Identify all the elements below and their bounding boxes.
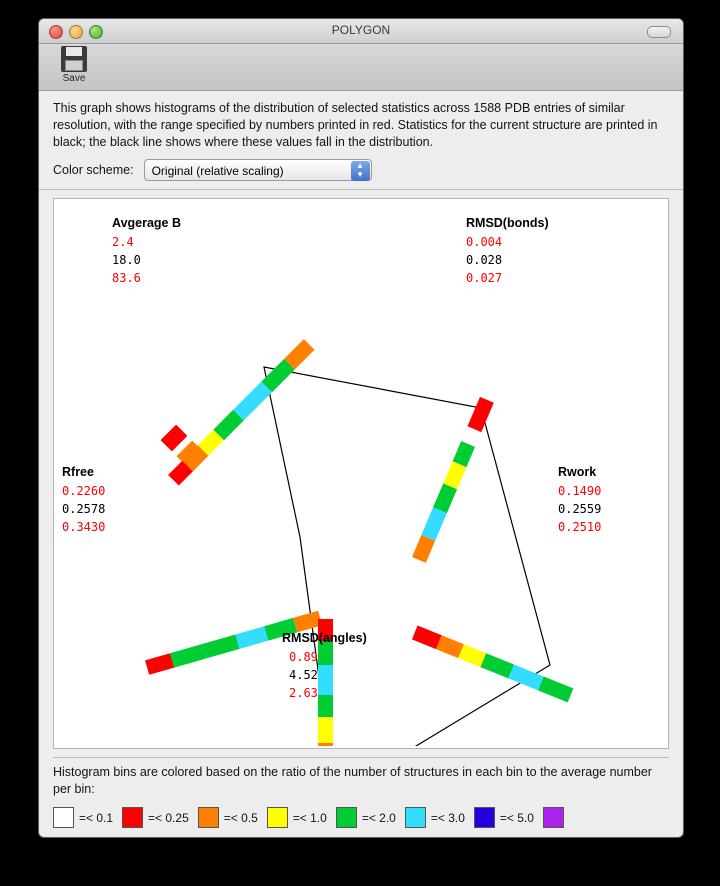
floppy-disk-icon bbox=[61, 46, 87, 72]
color-scheme-select[interactable] bbox=[144, 159, 372, 181]
node-max-rmsd-bonds: 0.027 bbox=[466, 271, 503, 285]
chevron-updown-icon: ▲ ▼ bbox=[351, 161, 370, 181]
legend-item bbox=[405, 807, 465, 828]
color-scheme-selected-value: Original (relative scaling) bbox=[151, 164, 284, 178]
node-current-avgerage-b: 18.0 bbox=[112, 253, 141, 267]
legend-items bbox=[53, 807, 669, 828]
legend-label-3: =< 1.0 bbox=[292, 810, 327, 825]
legend-item bbox=[122, 807, 189, 828]
legend-swatch-6 bbox=[474, 807, 495, 828]
color-scheme-label: Color scheme: bbox=[53, 163, 134, 177]
node-max-rmsd-angles: 2.63 bbox=[289, 686, 318, 700]
node-min-rmsd-angles: 0.89 bbox=[289, 650, 318, 664]
legend-swatch-2 bbox=[198, 807, 219, 828]
legend-swatch-3 bbox=[267, 807, 288, 828]
histogram-bar-rmsd-bonds bbox=[412, 397, 494, 563]
histogram-bar-avgerage-b bbox=[154, 339, 315, 500]
node-label-avgerage-b: Avgerage B bbox=[112, 216, 182, 230]
window-title: POLYGON bbox=[331, 23, 391, 37]
legend-item bbox=[474, 807, 534, 828]
description-text: This graph shows histograms of the distribution of selected statistics across 1588 PDB entries of similar resolution, with the range specified by numbers printed in red. Statistics for the current structure are printed in black; the black line shows where these values fall in the distribution. bbox=[39, 91, 683, 157]
polygon-graph-panel[interactable] bbox=[53, 198, 669, 749]
legend-swatch-4 bbox=[336, 807, 357, 828]
save-button-label: Save bbox=[62, 73, 86, 84]
legend-swatch-5 bbox=[405, 807, 426, 828]
legend-item bbox=[267, 807, 327, 828]
legend-label-6: =< 5.0 bbox=[499, 810, 534, 825]
legend-item bbox=[543, 807, 569, 828]
node-label-rmsd-angles: RMSD(angles) bbox=[282, 631, 367, 645]
title-bar bbox=[39, 19, 683, 44]
legend-swatch-7 bbox=[543, 807, 564, 828]
application-window bbox=[38, 18, 684, 838]
node-current-rmsd-bonds: 0.028 bbox=[466, 253, 503, 267]
legend-item bbox=[336, 807, 396, 828]
legend-description: Histogram bins are colored based on the ratio of the number of structures in each bin to the average number per bin: bbox=[53, 765, 652, 796]
node-current-rfree: 0.2578 bbox=[62, 502, 106, 516]
node-label-rwork: Rwork bbox=[558, 465, 597, 479]
legend-label-1: =< 0.25 bbox=[148, 810, 189, 825]
legend-label-5: =< 3.0 bbox=[430, 810, 465, 825]
node-max-avgerage-b: 83.6 bbox=[112, 271, 141, 285]
node-min-rwork: 0.1490 bbox=[558, 484, 602, 498]
node-label-rmsd-bonds: RMSD(bonds) bbox=[466, 216, 549, 230]
node-min-rmsd-bonds: 0.004 bbox=[466, 235, 503, 249]
node-min-rfree: 0.2260 bbox=[62, 484, 106, 498]
toolbar-toggle-button[interactable] bbox=[647, 26, 671, 38]
node-current-rmsd-angles: 4.52 bbox=[289, 668, 318, 682]
node-min-avgerage-b: 2.4 bbox=[112, 235, 134, 249]
legend-label-0: =< 0.1 bbox=[79, 810, 114, 825]
histogram-bar-rwork bbox=[393, 618, 573, 702]
legend-swatch-0 bbox=[53, 807, 74, 828]
legend-label-2: =< 0.5 bbox=[223, 810, 258, 825]
color-scheme-row bbox=[39, 157, 683, 190]
node-label-rfree: Rfree bbox=[62, 465, 94, 479]
node-current-rwork: 0.2559 bbox=[558, 502, 602, 516]
legend-panel bbox=[53, 757, 669, 838]
toolbar bbox=[39, 44, 683, 91]
node-max-rwork: 0.2510 bbox=[558, 520, 602, 534]
legend-item bbox=[198, 807, 258, 828]
legend-swatch-1 bbox=[122, 807, 143, 828]
node-max-rfree: 0.3430 bbox=[62, 520, 106, 534]
legend-label-4: =< 2.0 bbox=[361, 810, 396, 825]
legend-item bbox=[53, 807, 113, 828]
save-button[interactable] bbox=[51, 46, 97, 84]
